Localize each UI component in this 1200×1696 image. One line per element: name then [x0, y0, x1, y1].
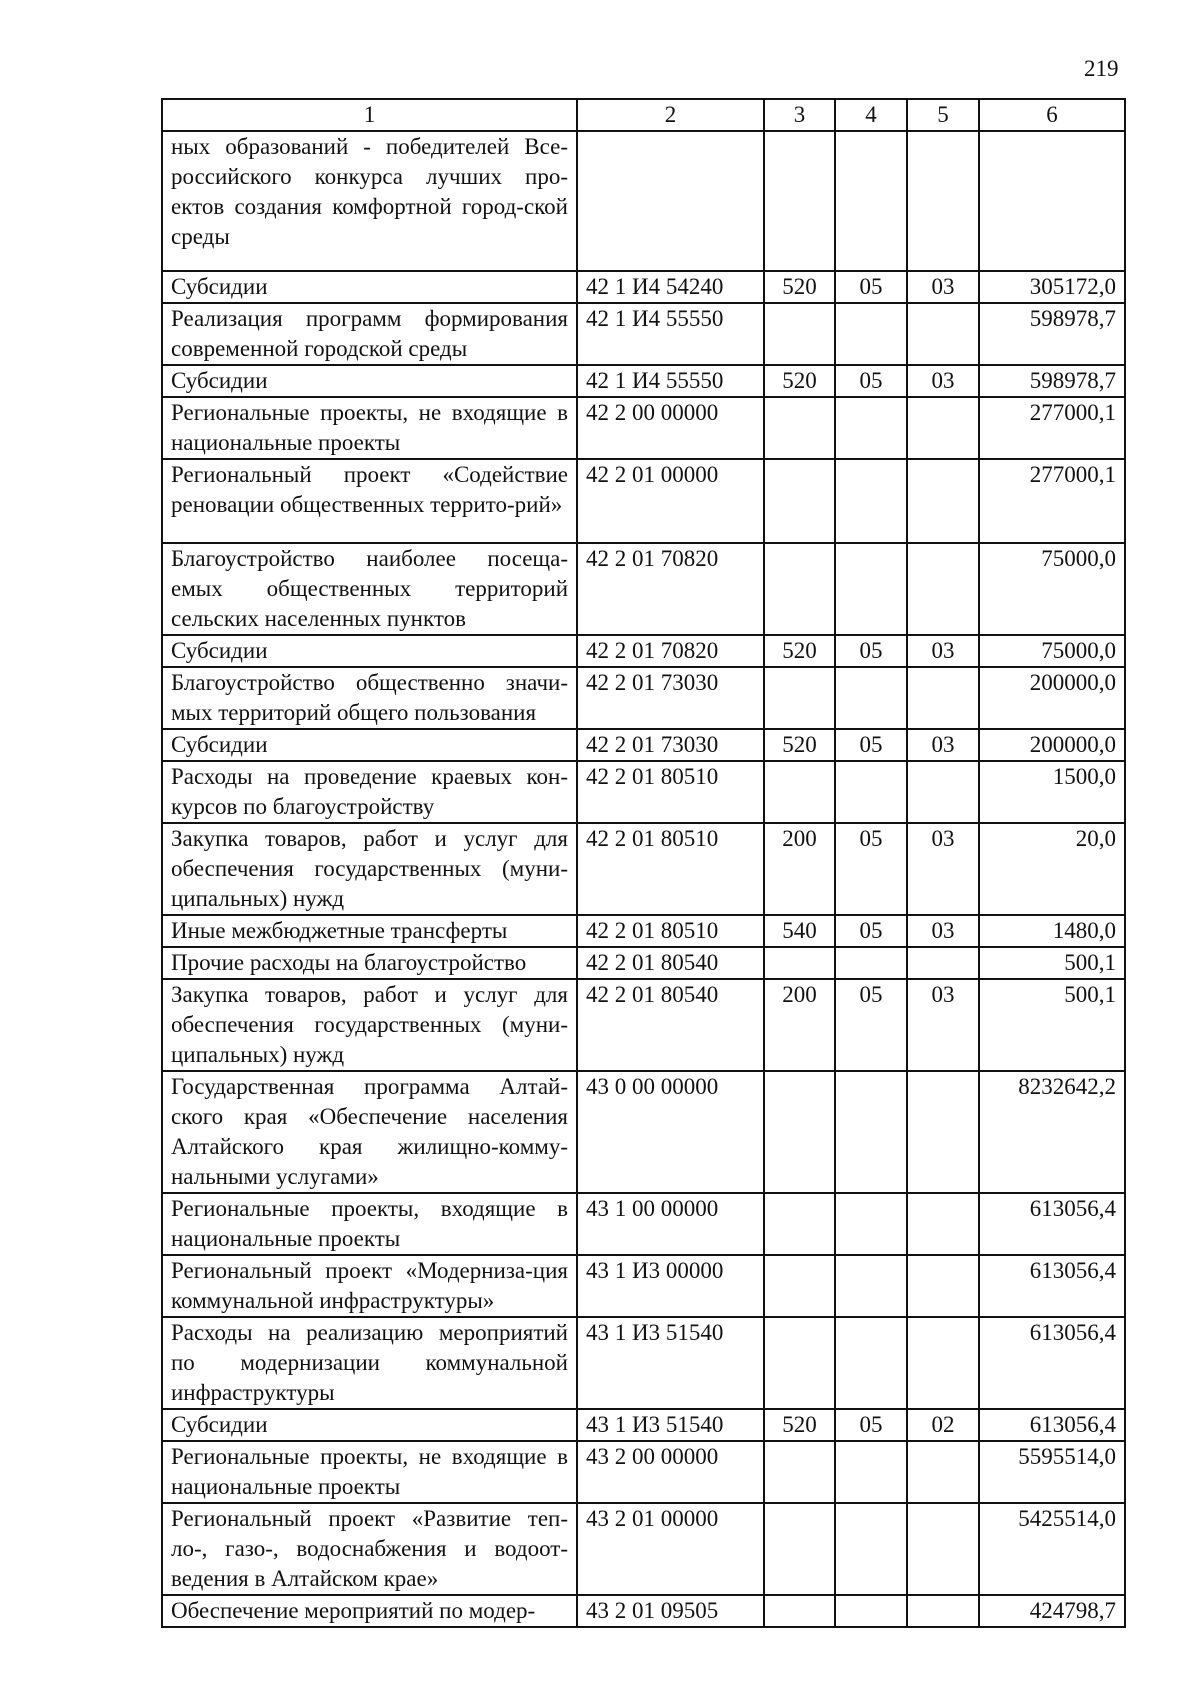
table-row — [162, 303, 1125, 365]
table-row — [162, 397, 1125, 459]
header-col-6: 6 — [979, 99, 1125, 131]
row-pr-cell — [907, 1255, 979, 1317]
row-pr-cell: 03 — [907, 271, 979, 303]
row-code-cell: 43 1 И3 51540 — [577, 1409, 764, 1441]
row-pr-cell — [907, 303, 979, 365]
row-name-cell: Субсидии — [162, 271, 577, 303]
row-amount-cell: 75000,0 — [979, 543, 1125, 635]
row-amount-cell: 613056,4 — [979, 1317, 1125, 1409]
row-vr-cell — [764, 303, 835, 365]
row-vr-cell — [764, 1193, 835, 1255]
row-pr-cell — [907, 1193, 979, 1255]
row-code-cell: 42 2 01 80510 — [577, 761, 764, 823]
row-rz-cell: 05 — [835, 635, 907, 667]
table-row — [162, 1317, 1125, 1409]
row-vr-cell — [764, 131, 835, 271]
row-code-cell: 43 2 00 00000 — [577, 1441, 764, 1503]
row-rz-cell — [835, 947, 907, 979]
header-col-1: 1 — [162, 99, 577, 131]
row-vr-cell: 200 — [764, 979, 835, 1071]
row-code-cell: 42 1 И4 55550 — [577, 365, 764, 397]
row-rz-cell — [835, 1503, 907, 1595]
row-code-cell: 43 1 И3 51540 — [577, 1317, 764, 1409]
row-name-cell: Государственная программа Алтай-ского края «Обеспечение населения Алтайского края жилищно-комму-нальными услугами» — [162, 1071, 577, 1193]
table-row — [162, 979, 1125, 1071]
row-rz-cell — [835, 667, 907, 729]
table-row — [162, 761, 1125, 823]
row-vr-cell: 520 — [764, 1409, 835, 1441]
row-pr-cell: 03 — [907, 635, 979, 667]
row-code-cell: 43 2 01 09505 — [577, 1595, 764, 1627]
table-row — [162, 459, 1125, 543]
row-name-cell: Иные межбюджетные трансферты — [162, 915, 577, 947]
row-code-cell: 42 2 01 70820 — [577, 635, 764, 667]
row-vr-cell: 200 — [764, 823, 835, 915]
table-row — [162, 729, 1125, 761]
row-vr-cell: 520 — [764, 729, 835, 761]
row-pr-cell — [907, 459, 979, 543]
row-name-cell: Благоустройство общественно значи-мых территорий общего пользования — [162, 667, 577, 729]
row-pr-cell — [907, 1441, 979, 1503]
row-amount-cell: 20,0 — [979, 823, 1125, 915]
row-name-cell: Закупка товаров, работ и услуг для обеспечения государственных (муни-ципальных) нужд — [162, 823, 577, 915]
row-name-cell: Субсидии — [162, 365, 577, 397]
row-code-cell: 42 2 01 73030 — [577, 667, 764, 729]
row-rz-cell — [835, 303, 907, 365]
row-amount-cell: 500,1 — [979, 947, 1125, 979]
table-row — [162, 947, 1125, 979]
row-amount-cell: 8232642,2 — [979, 1071, 1125, 1193]
row-name-cell: Региональные проекты, входящие в национальные проекты — [162, 1193, 577, 1255]
row-code-cell: 43 0 00 00000 — [577, 1071, 764, 1193]
row-pr-cell: 03 — [907, 979, 979, 1071]
table-row — [162, 271, 1125, 303]
row-rz-cell: 05 — [835, 271, 907, 303]
row-name-cell: Благоустройство наиболее посеща-емых общественных территорий сельских населенных пунктов — [162, 543, 577, 635]
table-row — [162, 1595, 1125, 1627]
row-vr-cell — [764, 543, 835, 635]
header-col-5: 5 — [907, 99, 979, 131]
row-amount-cell: 5425514,0 — [979, 1503, 1125, 1595]
header-col-3: 3 — [764, 99, 835, 131]
row-code-cell: 42 2 01 00000 — [577, 459, 764, 543]
row-pr-cell — [907, 761, 979, 823]
row-pr-cell: 03 — [907, 365, 979, 397]
row-name-cell: Субсидии — [162, 729, 577, 761]
row-rz-cell — [835, 1193, 907, 1255]
table-row — [162, 1503, 1125, 1595]
row-rz-cell — [835, 1071, 907, 1193]
table-row — [162, 543, 1125, 635]
row-amount-cell: 613056,4 — [979, 1409, 1125, 1441]
table-row — [162, 1071, 1125, 1193]
row-pr-cell — [907, 667, 979, 729]
row-rz-cell: 05 — [835, 823, 907, 915]
row-amount-cell: 200000,0 — [979, 729, 1125, 761]
row-vr-cell — [764, 1071, 835, 1193]
row-pr-cell — [907, 1071, 979, 1193]
row-name-cell: ных образований - победителей Все-российского конкурса лучших про-ектов создания комфортной город-ской среды — [162, 131, 577, 271]
row-amount-cell: 277000,1 — [979, 397, 1125, 459]
row-amount-cell: 277000,1 — [979, 459, 1125, 543]
table-row — [162, 1441, 1125, 1503]
row-pr-cell — [907, 1317, 979, 1409]
row-code-cell: 42 2 01 80540 — [577, 979, 764, 1071]
row-name-cell: Региональный проект «Развитие теп-ло-, газо-, водоснабжения и водоот-ведения в Алтайском крае» — [162, 1503, 577, 1595]
header-col-2: 2 — [577, 99, 764, 131]
row-code-cell: 42 2 01 73030 — [577, 729, 764, 761]
table-row — [162, 823, 1125, 915]
row-pr-cell: 02 — [907, 1409, 979, 1441]
row-code-cell: 42 2 00 00000 — [577, 397, 764, 459]
row-rz-cell — [835, 1441, 907, 1503]
row-vr-cell — [764, 397, 835, 459]
row-amount-cell: 1480,0 — [979, 915, 1125, 947]
row-code-cell: 42 1 И4 54240 — [577, 271, 764, 303]
row-code-cell: 42 2 01 70820 — [577, 543, 764, 635]
header-col-4: 4 — [835, 99, 907, 131]
table-row — [162, 667, 1125, 729]
row-amount-cell: 200000,0 — [979, 667, 1125, 729]
row-rz-cell: 05 — [835, 979, 907, 1071]
row-vr-cell: 520 — [764, 635, 835, 667]
row-amount-cell: 1500,0 — [979, 761, 1125, 823]
row-pr-cell: 03 — [907, 823, 979, 915]
table-row — [162, 131, 1125, 271]
row-vr-cell — [764, 1317, 835, 1409]
table-row — [162, 1409, 1125, 1441]
row-rz-cell — [835, 1317, 907, 1409]
row-name-cell: Субсидии — [162, 1409, 577, 1441]
row-amount-cell: 424798,7 — [979, 1595, 1125, 1627]
row-pr-cell — [907, 1595, 979, 1627]
row-code-cell: 42 2 01 80510 — [577, 915, 764, 947]
row-vr-cell — [764, 761, 835, 823]
row-amount-cell — [979, 131, 1125, 271]
row-vr-cell — [764, 459, 835, 543]
row-name-cell: Расходы на проведение краевых кон-курсов по благоустройству — [162, 761, 577, 823]
row-vr-cell — [764, 947, 835, 979]
row-rz-cell — [835, 131, 907, 271]
row-pr-cell — [907, 131, 979, 271]
row-code-cell: 43 1 00 00000 — [577, 1193, 764, 1255]
row-amount-cell: 613056,4 — [979, 1255, 1125, 1317]
row-pr-cell — [907, 543, 979, 635]
row-name-cell: Прочие расходы на благоустройство — [162, 947, 577, 979]
row-name-cell: Обеспечение мероприятий по модер- — [162, 1595, 577, 1627]
row-name-cell: Субсидии — [162, 635, 577, 667]
row-code-cell: 43 2 01 00000 — [577, 1503, 764, 1595]
row-pr-cell — [907, 947, 979, 979]
row-pr-cell — [907, 397, 979, 459]
row-pr-cell — [907, 1503, 979, 1595]
table-row — [162, 1255, 1125, 1317]
row-amount-cell: 5595514,0 — [979, 1441, 1125, 1503]
row-vr-cell — [764, 1441, 835, 1503]
row-name-cell: Региональные проекты, не входящие в национальные проекты — [162, 1441, 577, 1503]
row-rz-cell — [835, 761, 907, 823]
row-rz-cell — [835, 1255, 907, 1317]
row-name-cell: Региональные проекты, не входящие в национальные проекты — [162, 397, 577, 459]
row-amount-cell: 75000,0 — [979, 635, 1125, 667]
row-amount-cell: 500,1 — [979, 979, 1125, 1071]
row-name-cell: Региональный проект «Модерниза-ция коммунальной инфраструктуры» — [162, 1255, 577, 1317]
row-code-cell — [577, 131, 764, 271]
row-amount-cell: 598978,7 — [979, 303, 1125, 365]
row-code-cell: 43 1 И3 00000 — [577, 1255, 764, 1317]
table-row — [162, 365, 1125, 397]
row-amount-cell: 305172,0 — [979, 271, 1125, 303]
row-amount-cell: 613056,4 — [979, 1193, 1125, 1255]
row-name-cell: Закупка товаров, работ и услуг для обеспечения государственных (муни-ципальных) нужд — [162, 979, 577, 1071]
row-vr-cell: 520 — [764, 365, 835, 397]
row-code-cell: 42 2 01 80540 — [577, 947, 764, 979]
row-name-cell: Реализация программ формирования современной городской среды — [162, 303, 577, 365]
row-amount-cell: 598978,7 — [979, 365, 1125, 397]
row-rz-cell: 05 — [835, 729, 907, 761]
row-vr-cell — [764, 1255, 835, 1317]
row-vr-cell — [764, 1595, 835, 1627]
row-name-cell: Расходы на реализацию мероприятий по модернизации коммунальной инфраструктуры — [162, 1317, 577, 1409]
row-code-cell: 42 2 01 80510 — [577, 823, 764, 915]
row-rz-cell: 05 — [835, 1409, 907, 1441]
row-rz-cell — [835, 1595, 907, 1627]
row-vr-cell: 540 — [764, 915, 835, 947]
row-rz-cell — [835, 543, 907, 635]
row-rz-cell: 05 — [835, 365, 907, 397]
page-number: 219 — [1084, 56, 1119, 81]
row-pr-cell: 03 — [907, 915, 979, 947]
header-row — [162, 99, 1125, 131]
row-rz-cell — [835, 459, 907, 543]
row-vr-cell — [764, 667, 835, 729]
row-rz-cell — [835, 397, 907, 459]
row-code-cell: 42 1 И4 55550 — [577, 303, 764, 365]
row-vr-cell — [764, 1503, 835, 1595]
table-row — [162, 915, 1125, 947]
table-row — [162, 1193, 1125, 1255]
row-vr-cell: 520 — [764, 271, 835, 303]
row-rz-cell: 05 — [835, 915, 907, 947]
table-row — [162, 635, 1125, 667]
row-pr-cell: 03 — [907, 729, 979, 761]
budget-table — [161, 98, 1126, 1628]
row-name-cell: Региональный проект «Содействие реновации общественных террито-рий» — [162, 459, 577, 543]
